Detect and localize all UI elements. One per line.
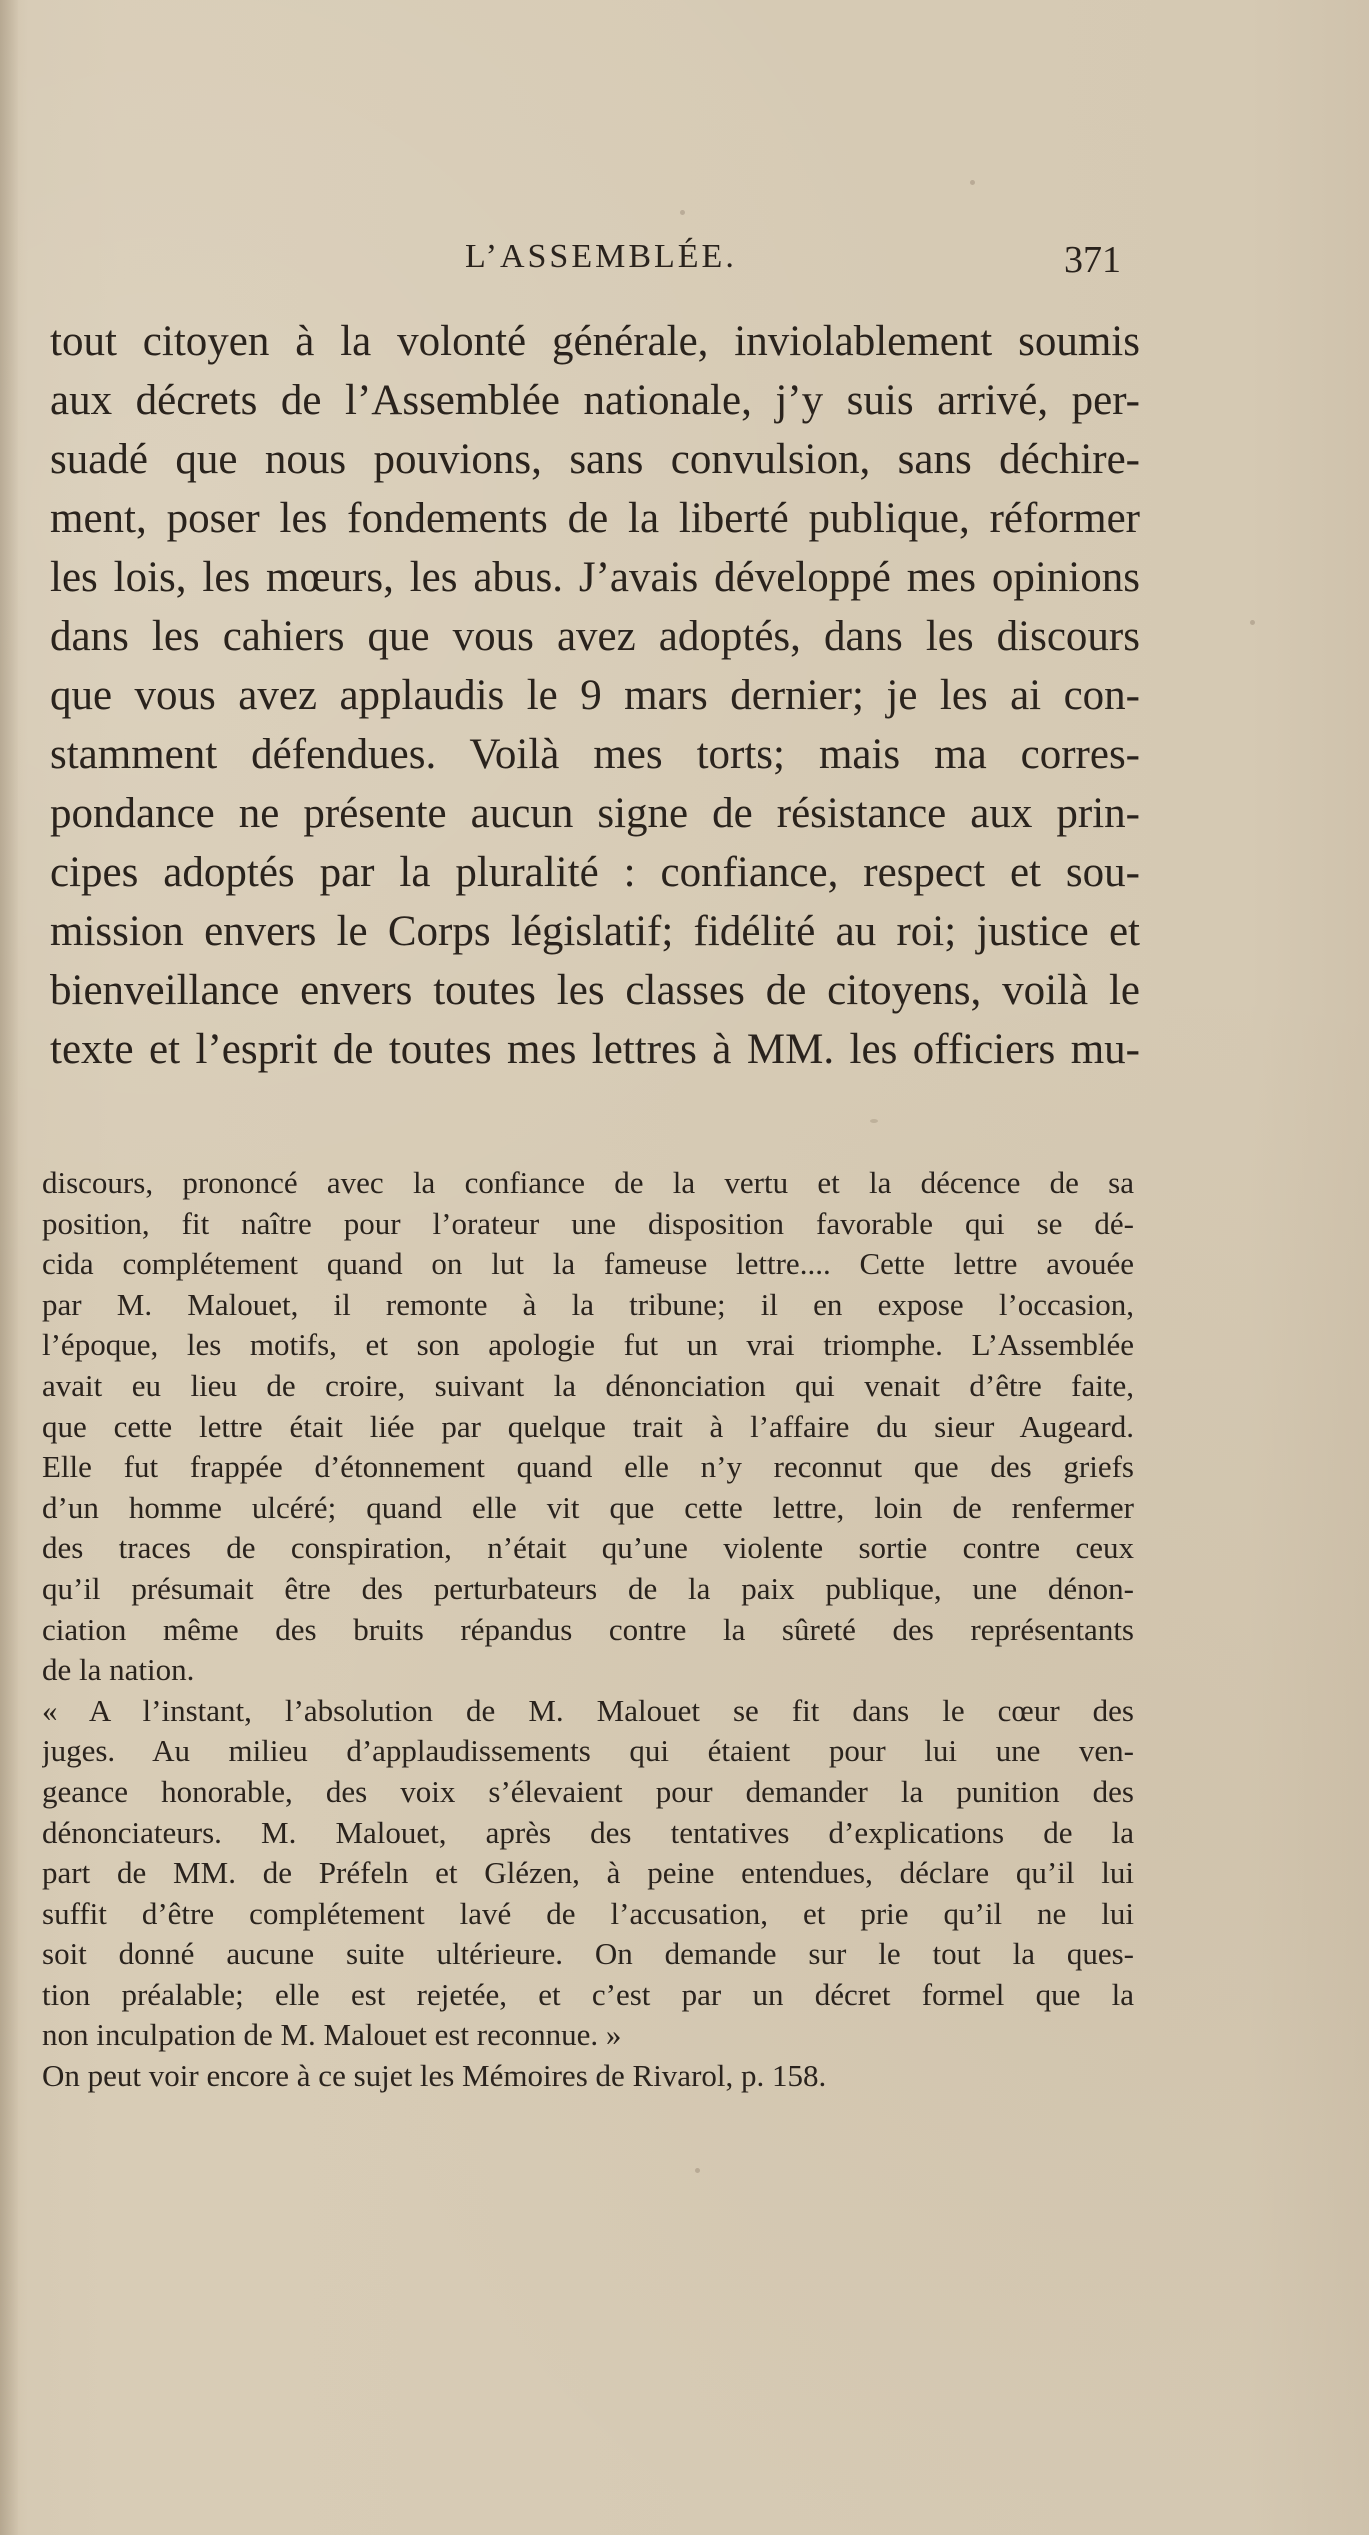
footnote-line: suffit d’être complétement lavé de l’accusation, et prie qu’il ne lui [42,1895,1134,1931]
footnote-block [42,1163,1134,2097]
running-title: L’ASSEMBLÉE. [465,238,737,275]
paper-speck [970,180,975,185]
main-text-line: dans les cahiers que vous avez adoptés, dans les discours [50,613,1140,660]
page-gutter-shadow [0,0,18,2535]
footnote-line: tion préalable; elle est rejetée, et c’est par un décret formel que la [42,1976,1134,2012]
main-text-line: bienveillance envers toutes les classes de citoyens, voilà le [50,967,1140,1014]
main-text-line: stamment défendues. Voilà mes torts; mais ma corres- [50,731,1140,778]
footnote-line: juges. Au milieu d’applaudissements qui étaient pour lui une ven- [42,1733,1134,1769]
footnote-line: dénonciateurs. M. Malouet, après des tentatives d’explications de la [42,1814,1134,1850]
main-text-line: mission envers le Corps législatif; fidélité au roi; justice et [50,908,1140,955]
main-text-line: ment, poser les fondements de la liberté publique, réformer [50,495,1140,542]
page-header [0,230,1369,290]
main-text-line: suadé que nous pouvions, sans convulsion, sans déchire- [50,436,1140,483]
paper-speck [1250,620,1255,625]
main-text-line: tout citoyen à la volonté générale, inviolablement soumis [50,318,1140,365]
main-text-line: aux décrets de l’Assemblée nationale, j’y suis arrivé, per- [50,377,1140,424]
footnote-line: par M. Malouet, il remonte à la tribune; il en expose l’occasion, [42,1286,1134,1322]
footnote-line: non inculpation de M. Malouet est reconnue. » [42,2017,622,2053]
footnote-line: discours, prononcé avec la confiance de la vertu et la décence de sa [42,1165,1134,1200]
main-text-line: cipes adoptés par la pluralité : confiance, respect et sou- [50,849,1140,896]
main-text-line: pondance ne présente aucun signe de résistance aux prin- [50,790,1140,837]
page-number: 371 [1064,239,1121,281]
main-text-line: que vous avez applaudis le 9 mars dernier; je les ai con- [50,672,1140,719]
footnote-line: soit donné aucune suite ultérieure. On demande sur le tout la ques- [42,1936,1134,1972]
main-text-line: texte et l’esprit de toutes mes lettres à MM. les officiers mu- [50,1026,1140,1073]
footnote-line: cida complétement quand on lut la fameuse lettre.... Cette lettre avouée [42,1246,1134,1282]
footnote-line: « A l’instant, l’absolution de M. Malouet se fit dans le cœur des [42,1692,1134,1728]
text-separator-mark [870,1119,878,1123]
footnote-line: Elle fut frappée d’étonnement quand elle n’y reconnut que des griefs [42,1449,1134,1485]
paper-speck [695,2168,700,2173]
main-text-line: les lois, les mœurs, les abus. J’avais développé mes opinions [50,554,1140,601]
footnote-line: de la nation. [42,1652,195,1688]
footnote-line: d’un homme ulcéré; quand elle vit que cette lettre, loin de renfermer [42,1489,1134,1525]
footnote-line: l’époque, les motifs, et son apologie fut un vrai triomphe. L’Assemblée [42,1327,1134,1363]
footnote-line: geance honorable, des voix s’élevaient pour demander la punition des [42,1773,1134,1809]
footnote-line: qu’il présumait être des perturbateurs de la paix publique, une dénon- [42,1570,1134,1606]
footnote-line: des traces de conspiration, n’était qu’une violente sortie contre ceux [42,1530,1134,1566]
footnote-line: On peut voir encore à ce sujet les Mémoires de Rivarol, p. 158. [42,2058,827,2094]
footnote-line: position, fit naître pour l’orateur une disposition favorable qui se dé- [42,1205,1134,1241]
main-text-block [50,312,1140,1079]
footnote-line: part de MM. de Préfeln et Glézen, à peine entendues, déclare qu’il lui [42,1855,1134,1891]
paper-speck [680,210,685,215]
footnote-line: que cette lettre était liée par quelque trait à l’affaire du sieur Augeard. [42,1408,1134,1444]
footnote-line: ciation même des bruits répandus contre la sûreté des représentants [42,1611,1134,1647]
footnote-line: avait eu lieu de croire, suivant la dénonciation qui venait d’être faite, [42,1367,1134,1403]
